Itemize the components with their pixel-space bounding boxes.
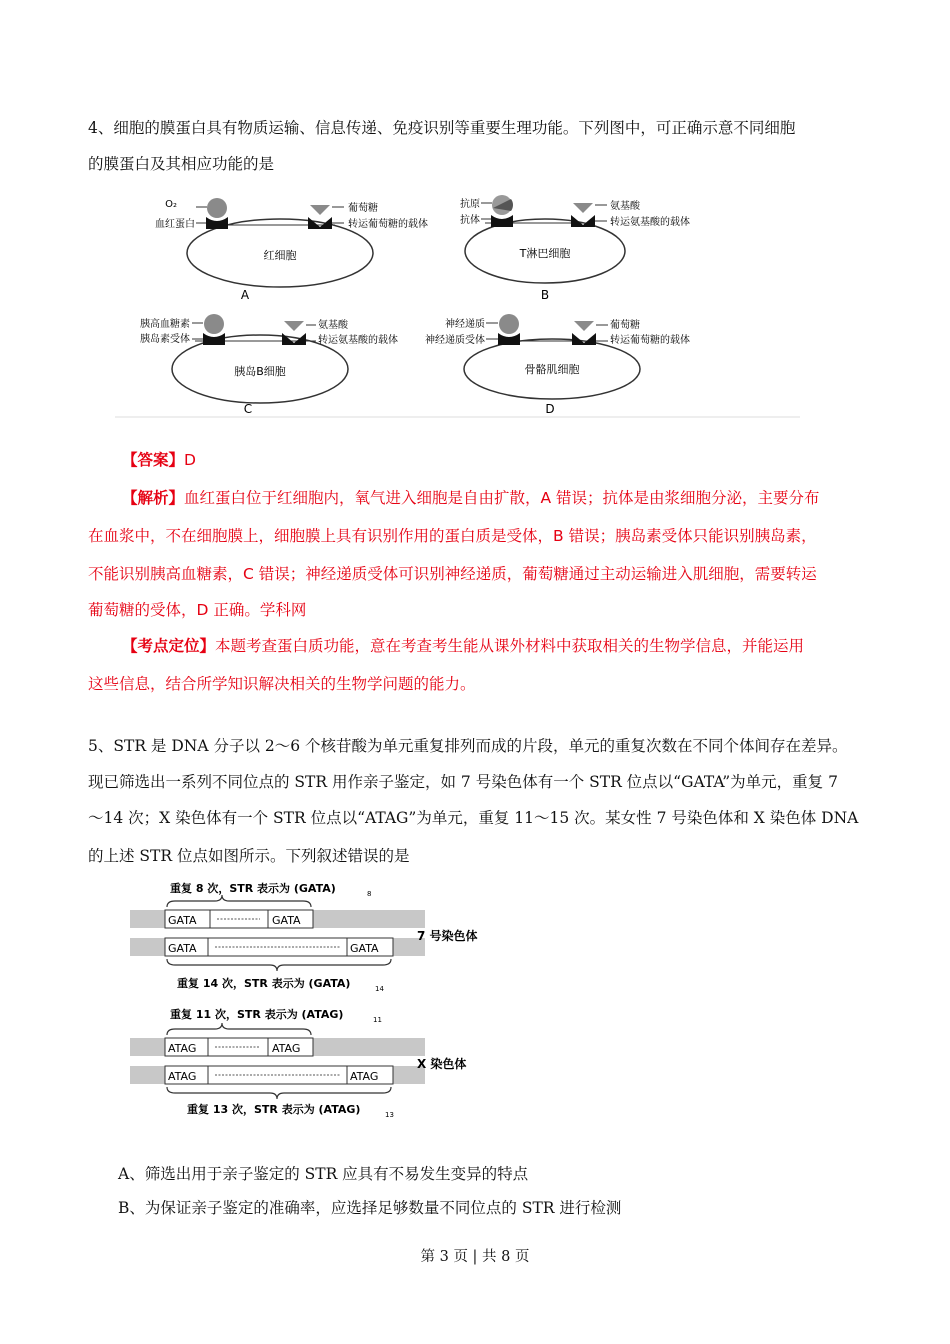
answer-label: 【答案】 <box>122 451 185 469</box>
svg-text:重复 14 次，STR 表示为 (GATA): 重复 14 次，STR 表示为 (GATA) <box>177 977 351 990</box>
svg-text:13: 13 <box>385 1111 394 1119</box>
q4-analysis-line2: 在血浆中，不在细胞膜上，细胞膜上具有识别作用的蛋白质是受体，B 错误；胰岛素受体只能识别胰岛素， <box>88 527 817 545</box>
q5-str-figure <box>125 875 495 1125</box>
svg-text:X 染色体: X 染色体 <box>417 1057 467 1071</box>
svg-text:转运氨基酸的载体: 转运氨基酸的载体 <box>318 335 398 346</box>
analysis-label: 【解析】 <box>122 489 185 507</box>
svg-text:ATAG: ATAG <box>168 1042 197 1055</box>
svg-text:葡萄糖: 葡萄糖 <box>610 320 640 331</box>
svg-text:胰岛素受体: 胰岛素受体 <box>140 334 190 345</box>
page-footer: 第 3 页 | 共 8 页 <box>420 1249 530 1265</box>
svg-text:ATAG: ATAG <box>168 1070 197 1083</box>
q4-analysis-line3: 不能识别胰高血糖素，C 错误；神经递质受体可识别神经递质，葡萄糖通过主动运输进入肌细胞，需要转运 <box>88 565 817 583</box>
svg-text:胰岛B细胞: 胰岛B细胞 <box>234 365 286 378</box>
svg-text:GATA: GATA <box>272 914 301 927</box>
q4-analysis-line1: 【解析】血红蛋白位于红细胞内，氧气进入细胞是自由扩散，A 错误；抗体是由浆细胞分泌，主要分布 <box>122 489 820 507</box>
svg-text:ATAG: ATAG <box>350 1070 379 1083</box>
svg-text:氨基酸: 氨基酸 <box>610 201 640 212</box>
svg-text:GATA: GATA <box>350 942 379 955</box>
svg-text:14: 14 <box>375 985 384 993</box>
q5-stem-line1: 5、STR 是 DNA 分子以 2～6 个核苷酸为单元重复排列而成的片段，单元的重复次数在不同个体间存在差异。 <box>88 737 848 755</box>
svg-text:11: 11 <box>373 1016 382 1024</box>
q4-stem-line2: 的膜蛋白及其相应功能的是 <box>88 155 275 173</box>
svg-text:A: A <box>240 288 250 302</box>
answer-value: D <box>184 451 196 469</box>
q5-stem-line2: 现已筛选出一系列不同位点的 STR 用作亲子鉴定，如 7 号染色体有一个 STR 位点以“GATA”为单元，重复 7 <box>88 773 838 791</box>
q4-point-line2: 这些信息，结合所学知识解决相关的生物学问题的能力。 <box>88 675 476 693</box>
svg-text:重复 8 次，STR 表示为 (GATA): 重复 8 次，STR 表示为 (GATA) <box>170 882 336 895</box>
panel-b <box>465 195 625 283</box>
svg-text:T淋巴细胞: T淋巴细胞 <box>519 247 571 260</box>
svg-text:B: B <box>540 288 550 302</box>
svg-text:转运葡萄糖的载体: 转运葡萄糖的载体 <box>610 335 690 346</box>
svg-text:GATA: GATA <box>168 942 197 955</box>
q5-option-a: A、筛选出用于亲子鉴定的 STR 应具有不易发生变异的特点 <box>118 1165 529 1183</box>
svg-text:神经递质: 神经递质 <box>445 319 485 330</box>
svg-text:重复 11 次，STR 表示为 (ATAG): 重复 11 次，STR 表示为 (ATAG) <box>170 1008 344 1021</box>
svg-text:血红蛋白: 血红蛋白 <box>155 219 195 230</box>
svg-text:D: D <box>545 402 555 416</box>
q4-answer <box>122 450 196 470</box>
svg-text:抗体: 抗体 <box>460 215 480 226</box>
svg-text:葡萄糖: 葡萄糖 <box>348 203 378 214</box>
svg-text:胰高血糖素: 胰高血糖素 <box>140 319 190 330</box>
svg-text:重复 13 次，STR 表示为 (ATAG): 重复 13 次，STR 表示为 (ATAG) <box>187 1103 361 1116</box>
svg-text:C: C <box>243 402 253 416</box>
point-label: 【考点定位】 <box>122 637 216 655</box>
panel-a <box>187 198 373 287</box>
q4-stem-line1: 4、细胞的膜蛋白具有物质运输、信息传递、免疫识别等重要生理功能。下列图中，可正确示意不同细胞 <box>88 119 796 137</box>
q5-stem-line3: ～14 次；X 染色体有一个 STR 位点以“ATAG”为单元，重复 11～15 次。某女性 7 号染色体和 X 染色体 DNA <box>88 809 859 827</box>
svg-text:8: 8 <box>367 890 372 898</box>
q5-stem-line4: 的上述 STR 位点如图所示。下列叙述错误的是 <box>88 847 410 865</box>
q5-option-b: B、为保证亲子鉴定的准确率，应选择足够数量不同位点的 STR 进行检测 <box>118 1199 622 1217</box>
q4-point-line1: 【考点定位】本题考查蛋白质功能，意在考查考生能从课外材料中获取相关的生物学信息，并能运用 <box>122 637 805 655</box>
svg-text:7 号染色体: 7 号染色体 <box>417 929 478 943</box>
svg-text:ATAG: ATAG <box>272 1042 301 1055</box>
svg-text:GATA: GATA <box>168 914 197 927</box>
svg-text:O₂: O₂ <box>165 199 177 210</box>
svg-text:转运葡萄糖的载体: 转运葡萄糖的载体 <box>348 219 428 230</box>
q4-membrane-protein-figure <box>110 185 810 420</box>
svg-text:氨基酸: 氨基酸 <box>318 320 348 331</box>
q4-analysis-line4: 葡萄糖的受体，D 正确。学科网 <box>88 601 307 619</box>
svg-text:红细胞: 红细胞 <box>263 249 297 262</box>
svg-text:转运氨基酸的载体: 转运氨基酸的载体 <box>610 217 690 228</box>
svg-text:骨骼肌细胞: 骨骼肌细胞 <box>524 363 580 376</box>
svg-text:抗原: 抗原 <box>460 199 480 210</box>
svg-text:神经递质受体: 神经递质受体 <box>425 335 485 346</box>
